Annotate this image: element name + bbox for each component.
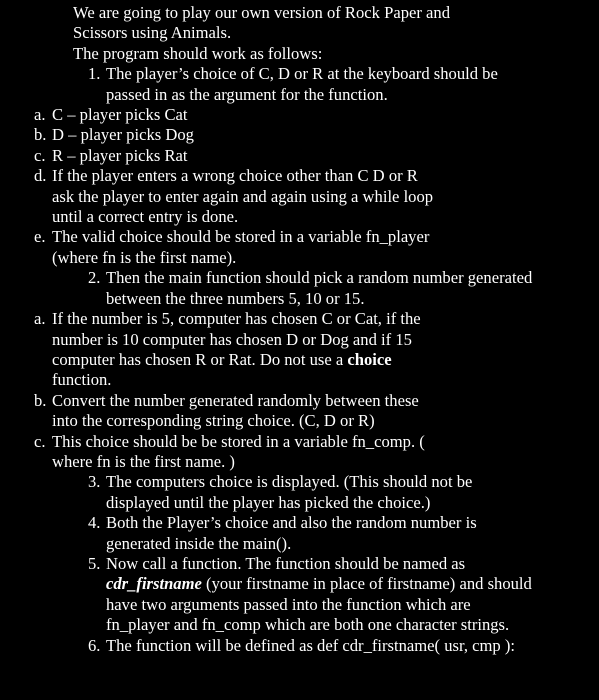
list-item-3 xyxy=(0,472,536,513)
item-text: The player’s choice of C, D or R at the keyboard should be passed in as the argument for the function. xyxy=(106,64,498,104)
list-item-4 xyxy=(0,513,536,554)
item-number: 3. xyxy=(88,472,101,492)
item-number: 1. xyxy=(88,64,101,84)
item-number: 5. xyxy=(88,553,101,573)
sublist-item xyxy=(17,166,442,227)
sub-letter: c. xyxy=(34,145,46,165)
list-item-1-subitems xyxy=(0,105,434,268)
item-number: 6. xyxy=(88,635,101,655)
item-text: Then the main function should pick a random number generated between the three numbers 5, 10 or 15. xyxy=(106,268,533,308)
requirements-list xyxy=(0,64,599,656)
sub-text: Convert the number generated randomly between these into the corresponding string choice. (C, D or R) xyxy=(52,390,419,431)
sub-letter: d. xyxy=(34,166,47,186)
sub-text-pre: If the number is 5, computer has chosen C or Cat, if the number is 10 computer has chosen D or Dog and if 15 computer has chosen R or Rat. Do not use a xyxy=(52,309,421,369)
intro-line-2: Scissors using Animals. xyxy=(73,23,232,43)
item-text-pre: Now call a function. The function should be named as xyxy=(106,553,466,573)
sub-text-bold-keyword: choice xyxy=(347,349,392,369)
sub-text: This choice should be be stored in a variable fn_comp. ( where fn is the first name. ) xyxy=(52,431,425,471)
item-number: 2. xyxy=(88,268,101,288)
sub-letter: c. xyxy=(34,431,46,451)
item-number: 4. xyxy=(88,513,101,533)
sublist-item xyxy=(17,105,442,125)
sub-letter: b. xyxy=(34,390,47,410)
sub-letter: a. xyxy=(34,105,46,125)
sub-text: C – player picks Cat xyxy=(52,105,188,125)
sub-letter: e. xyxy=(34,227,46,247)
item-text-post: (your firstname in place of firstname) and should have two arguments passed into the function which are fn_player and fn_comp which are both one character strings. xyxy=(106,574,532,635)
list-item-5 xyxy=(0,554,536,636)
sub-letter: a. xyxy=(34,309,46,329)
list-item-6 xyxy=(0,636,536,656)
sublist-item xyxy=(17,227,442,268)
list-item-1 xyxy=(0,64,536,105)
sub-text: The valid choice should be stored in a variable fn_player (where fn is the first name). xyxy=(52,227,430,267)
intro-line-3: The program should work as follows: xyxy=(73,43,323,63)
intro-paragraph xyxy=(73,3,573,64)
sub-text-post: function. xyxy=(52,370,112,390)
sublist-2 xyxy=(17,309,430,472)
sublist-1 xyxy=(17,105,434,268)
list-item-2-subitems xyxy=(0,309,430,472)
sub-text: D – player picks Dog xyxy=(52,125,194,145)
item-text: Both the Player’s choice and also the random number is generated inside the main(). xyxy=(106,513,477,553)
sub-text: If the player enters a wrong choice other than C D or R ask the player to enter again and again using a while loop until a correct entry is done. xyxy=(52,166,434,227)
function-name-bold-italic: cdr_firstname xyxy=(106,574,202,594)
sublist-item xyxy=(17,125,442,145)
sub-text: R – player picks Rat xyxy=(52,145,188,165)
sublist-item xyxy=(17,432,442,473)
sub-letter: b. xyxy=(34,125,47,145)
item-text: The function will be defined as def cdr_firstname( usr, cmp ): xyxy=(106,635,515,655)
item-text: The computers choice is displayed. (This should not be displayed until the player has picked the choice.) xyxy=(106,472,473,512)
sublist-item xyxy=(17,391,442,432)
intro-line-1: We are going to play our own version of Rock Paper and xyxy=(73,3,450,22)
list-item-2 xyxy=(0,268,536,309)
sublist-item xyxy=(17,146,442,166)
sublist-item xyxy=(17,309,442,391)
